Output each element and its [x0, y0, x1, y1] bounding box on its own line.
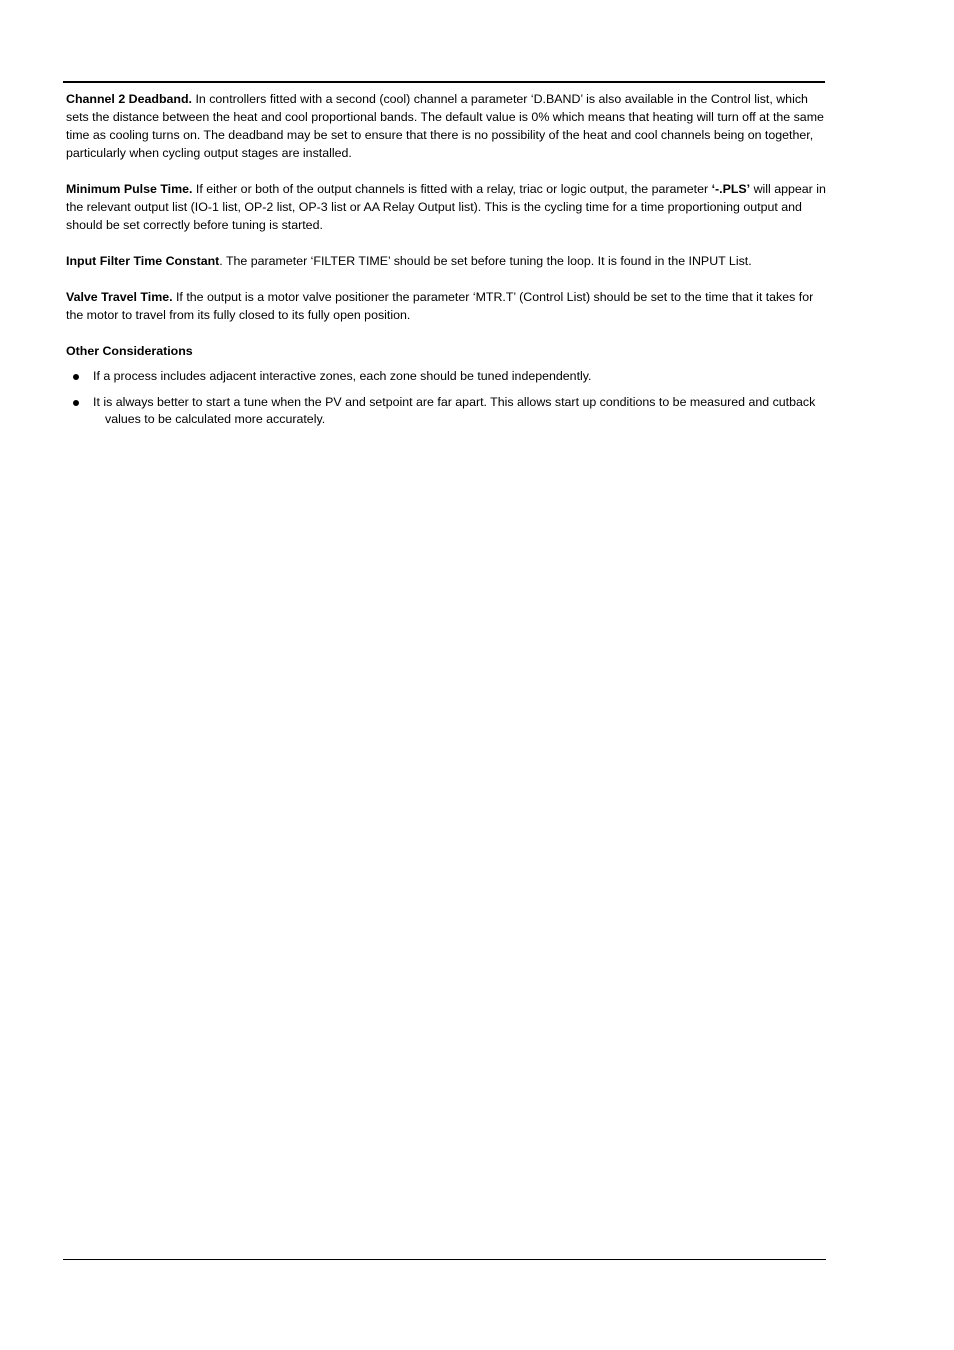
paragraph-lead: Valve Travel Time.: [66, 290, 173, 304]
list-item: [66, 394, 828, 429]
channel-2-deadband-paragraph: [66, 90, 828, 162]
list-item-text: It is always better to start a tune when the PV and setpoint are far apart. This allows start up conditions to be measured and cutback values to be calculated more accurately.: [93, 394, 816, 426]
paragraph-lead: Channel 2 Deadband.: [66, 92, 192, 106]
valve-travel-time-paragraph: [66, 288, 828, 324]
paragraph-body: If either or both of the output channels is fitted with a relay, triac or logic output, the parameter: [192, 182, 712, 196]
parameter-name: ‘-.PLS’: [711, 182, 751, 196]
paragraph-lead: Minimum Pulse Time.: [66, 182, 193, 196]
other-considerations-heading: Other Considerations: [66, 344, 193, 358]
paragraph-body: will appear in the relevant output list (IO-1 list, OP-2 list, OP-3 list or AA Relay Output list). This is the cycling time for a time proportioning output and should be set correctly before tuning is started.: [66, 182, 826, 232]
paragraph-body: If the output is a motor valve positioner the parameter ‘MTR.T’ (Control List) should be set to the time that it takes for the motor to travel from its fully closed to its fully open position.: [66, 290, 814, 322]
minimum-pulse-time-paragraph: [66, 180, 828, 234]
header-rule: [63, 81, 825, 83]
list-item: [66, 368, 828, 386]
paragraph-body: . The parameter ‘FILTER TIME’ should be set before tuning the loop. It is found in the INPUT List.: [219, 254, 752, 268]
bullet-icon: [73, 374, 79, 380]
paragraph-body: In controllers fitted with a second (cool) channel a parameter ‘D.BAND’ is also available in the Control list, which sets the distance between the heat and cool proportional bands. The default value is 0% which means that heating will turn off at the same time as cooling turns on. The deadband may be set to ensure that there is no possibility of the heat and cool channels being on together, particularly when cycling output stages are installed.: [66, 92, 824, 160]
page-content: [66, 90, 828, 437]
input-filter-time-constant-paragraph: [66, 252, 828, 270]
considerations-list: [66, 368, 828, 429]
bullet-icon: [73, 400, 79, 406]
paragraph-lead: Input Filter Time Constant: [66, 254, 220, 268]
footer-rule: [63, 1259, 826, 1260]
list-item-text: If a process includes adjacent interactive zones, each zone should be tuned independently.: [93, 369, 592, 383]
